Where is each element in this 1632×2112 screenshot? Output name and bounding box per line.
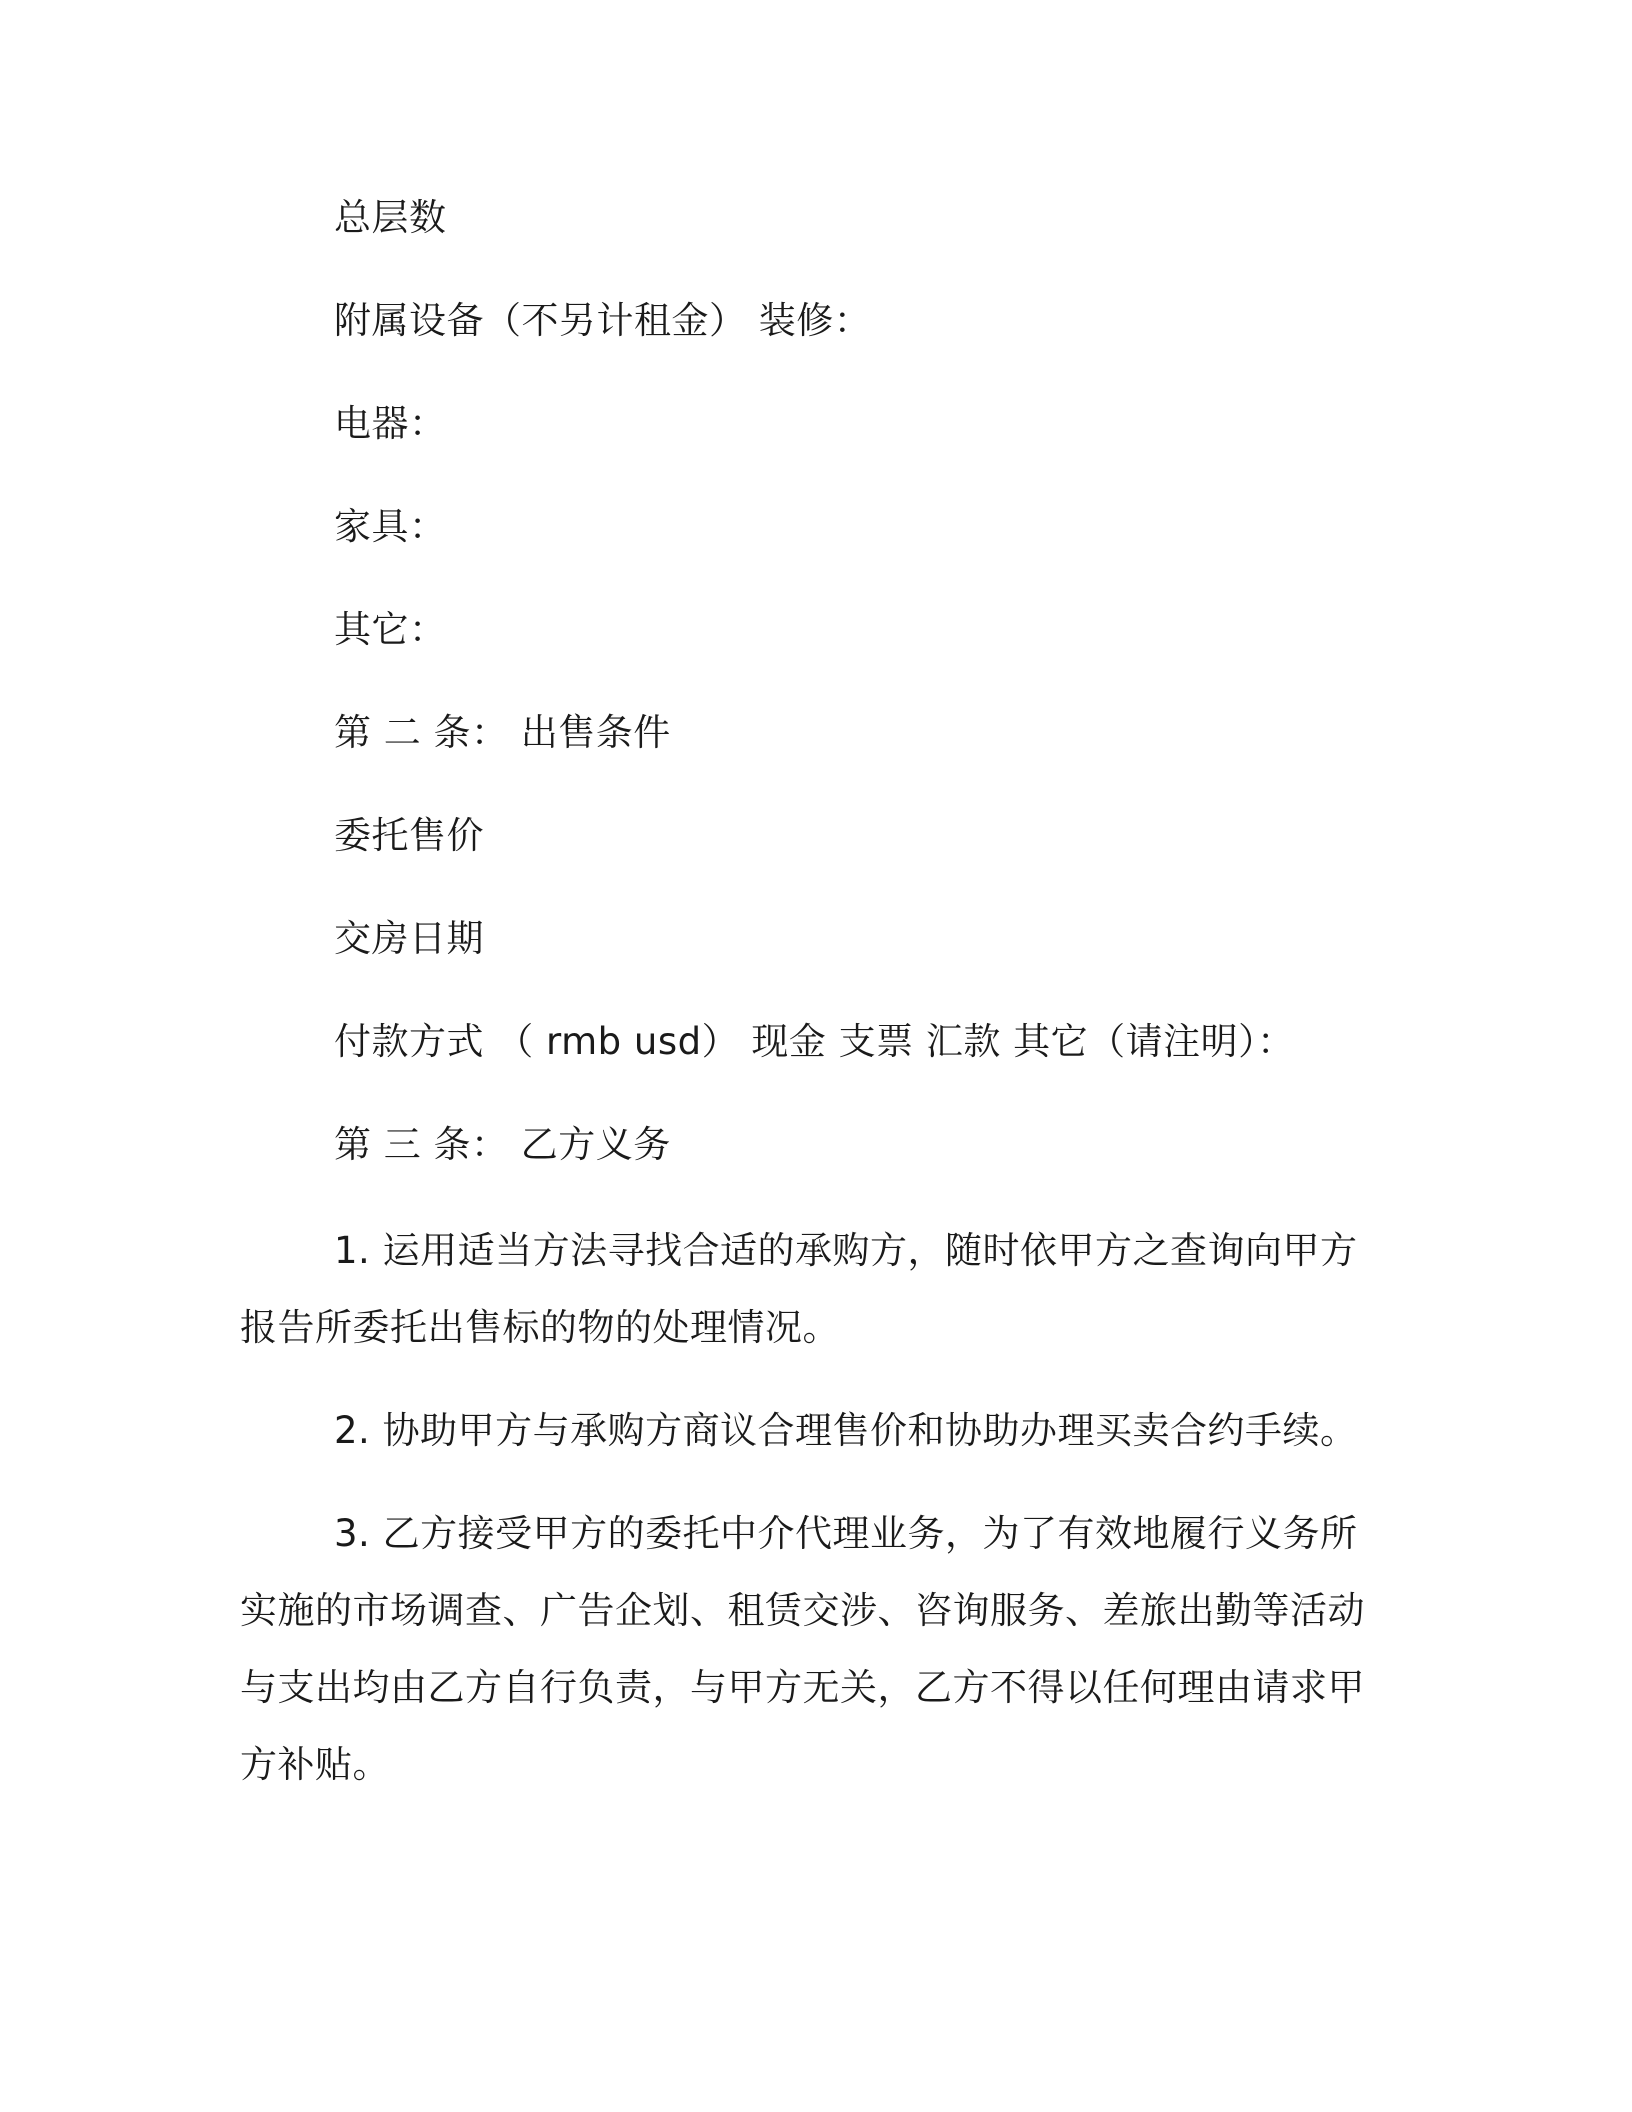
total-floors-line: 总层数 bbox=[334, 196, 447, 239]
commission-price-line: 委托售价 bbox=[334, 814, 484, 857]
other-line: 其它： bbox=[334, 608, 447, 651]
obligation-paragraph-1: 1. 运用适当方法寻找合适的承购方，随时依甲方之查询向甲方报告所委托出售标的物的处理情况。 bbox=[240, 1229, 1358, 1349]
article-two-heading: 第 二 条： 出售条件 bbox=[334, 711, 671, 754]
obligation-paragraph-3: 3. 乙方接受甲方的委托中介代理业务，为了有效地履行义务所实施的市场调查、广告企划、租赁交涉、咨询服务、差旅出勤等活动与支出均由乙方自行负责，与甲方无关，乙方不得以任何理由请求甲方补贴。 bbox=[240, 1512, 1365, 1786]
article-three-heading: 第 三 条： 乙方义务 bbox=[334, 1123, 671, 1166]
appliances-line: 电器： bbox=[334, 402, 447, 445]
payment-method-line: 付款方式 （ rmb usd） 现金 支票 汇款 其它（请注明）： bbox=[334, 1020, 1295, 1063]
obligation-paragraph-2: 2. 协助甲方与承购方商议合理售价和协助办理买卖合约手续。 bbox=[334, 1409, 1358, 1452]
furniture-line: 家具： bbox=[334, 505, 447, 548]
handover-date-line: 交房日期 bbox=[334, 917, 484, 960]
attached-equipment-line: 附属设备（不另计租金） 装修： bbox=[334, 299, 872, 342]
